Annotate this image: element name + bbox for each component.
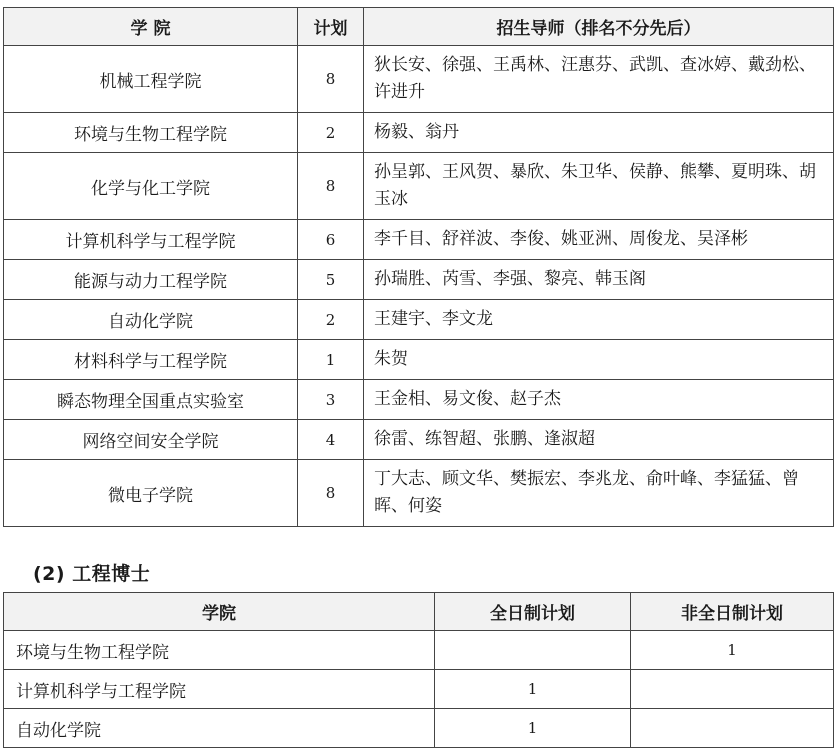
plan-cell: 6 [298,220,364,260]
table-row [4,220,834,260]
enrollment-plan-table [3,7,834,527]
table-row [4,420,834,460]
table-row [4,709,834,748]
parttime-cell [631,709,834,748]
table-row [4,46,834,113]
mentors-cell: 王金相、易文俊、赵子杰 [364,380,834,420]
header-parttime: 非全日制计划 [631,593,834,631]
plan-cell: 5 [298,260,364,300]
plan-cell: 1 [298,340,364,380]
parttime-cell: 1 [631,631,834,670]
school-cell: 网络空间安全学院 [4,420,298,460]
header-school: 学院 [4,593,435,631]
school-cell: 能源与动力工程学院 [4,260,298,300]
school-cell: 机械工程学院 [4,46,298,113]
mentors-cell: 杨毅、翁丹 [364,113,834,153]
school-cell: 自动化学院 [4,709,435,748]
fulltime-cell: 1 [435,709,631,748]
plan-cell: 2 [298,113,364,153]
school-cell: 环境与生物工程学院 [4,631,435,670]
school-cell: 材料科学与工程学院 [4,340,298,380]
table-header-row [4,593,834,631]
plan-cell: 8 [298,460,364,527]
mentors-cell: 朱贺 [364,340,834,380]
header-fulltime: 全日制计划 [435,593,631,631]
mentors-cell: 李千目、舒祥波、李俊、姚亚洲、周俊龙、吴泽彬 [364,220,834,260]
table-row [4,631,834,670]
table-row [4,113,834,153]
school-cell: 微电子学院 [4,460,298,527]
school-cell: 瞬态物理全国重点实验室 [4,380,298,420]
school-cell: 计算机科学与工程学院 [4,220,298,260]
mentors-cell: 王建宇、李文龙 [364,300,834,340]
header-plan: 计划 [298,8,364,46]
school-cell: 化学与化工学院 [4,153,298,220]
plan-cell: 2 [298,300,364,340]
section-title-engineering-doctorate: (2) 工程博士 [33,563,151,585]
mentors-cell: 狄长安、徐强、王禹林、汪惠芬、武凯、查冰婷、戴劲松、许进升 [364,46,834,113]
table-row [4,380,834,420]
plan-cell: 4 [298,420,364,460]
mentors-cell: 孙瑞胜、芮雪、李强、黎亮、韩玉阁 [364,260,834,300]
mentors-cell: 丁大志、顾文华、樊振宏、李兆龙、俞叶峰、李猛猛、曾晖、何姿 [364,460,834,527]
mentors-cell: 孙呈郭、王风贺、暴欣、朱卫华、侯静、熊攀、夏明珠、胡玉冰 [364,153,834,220]
table-row [4,670,834,709]
school-cell: 自动化学院 [4,300,298,340]
parttime-cell [631,670,834,709]
header-mentors: 招生导师（排名不分先后） [364,8,834,46]
plan-cell: 8 [298,153,364,220]
table-row [4,153,834,220]
table-row [4,460,834,527]
table-row [4,300,834,340]
table-row [4,260,834,300]
engineering-doctorate-table [3,592,834,748]
school-cell: 环境与生物工程学院 [4,113,298,153]
table-header-row [4,8,834,46]
mentors-cell: 徐雷、练智超、张鹏、逢淑超 [364,420,834,460]
fulltime-cell [435,631,631,670]
table-row [4,340,834,380]
school-cell: 计算机科学与工程学院 [4,670,435,709]
plan-cell: 3 [298,380,364,420]
plan-cell: 8 [298,46,364,113]
header-school: 学 院 [4,8,298,46]
fulltime-cell: 1 [435,670,631,709]
